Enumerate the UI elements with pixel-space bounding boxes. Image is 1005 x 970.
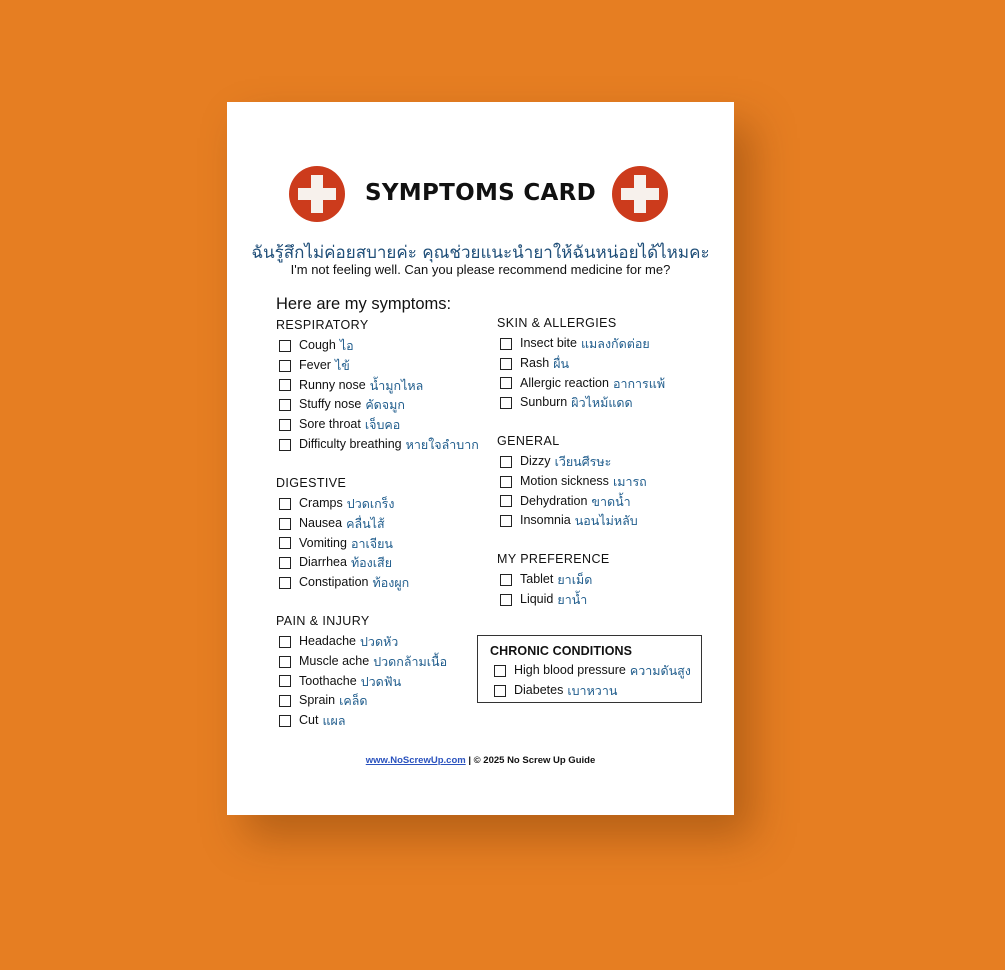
symptom-thai-label: เบาหวาน bbox=[567, 682, 618, 698]
footer bbox=[227, 755, 734, 766]
thai-request: ฉันรู้สึกไม่ค่อยสบายค่ะ คุณช่วยแนะนำยาให้ฉันหน่อยได้ไหมคะ bbox=[251, 243, 710, 263]
checkbox-icon[interactable] bbox=[494, 665, 506, 677]
symptom-item[interactable] bbox=[276, 395, 479, 415]
symptom-thai-label: ท้องเสีย bbox=[350, 555, 393, 571]
symptom-thai-label: ยาน้ำ bbox=[557, 591, 588, 607]
symptom-thai-label: ผื่น bbox=[553, 355, 570, 371]
chronic-conditions-box bbox=[477, 635, 702, 703]
symptom-thai-label: ขาดน้ำ bbox=[591, 493, 631, 509]
checkbox-icon[interactable] bbox=[500, 338, 512, 350]
checkbox-icon[interactable] bbox=[279, 498, 291, 510]
symptom-item[interactable] bbox=[276, 494, 409, 514]
symptom-thai-label: อาการแพ้ bbox=[612, 375, 666, 391]
symptom-english-label: Muscle ache bbox=[299, 653, 370, 668]
section-skin-allergies bbox=[497, 315, 665, 413]
symptom-thai-label: เมารถ bbox=[612, 473, 647, 489]
symptom-thai-label: ท้องผูก bbox=[372, 575, 410, 591]
symptom-english-label: Sprain bbox=[299, 693, 336, 708]
symptom-english-label: Diarrhea bbox=[299, 555, 347, 570]
symptom-item[interactable] bbox=[276, 573, 409, 593]
checkbox-icon[interactable] bbox=[494, 685, 506, 697]
symptom-thai-label: แมลงกัดต่อย bbox=[580, 336, 650, 351]
checkbox-icon[interactable] bbox=[279, 675, 291, 687]
symptom-english-label: Insect bite bbox=[520, 336, 577, 350]
copyright: © 2025 No Screw Up Guide bbox=[473, 755, 596, 766]
symptom-english-label: Motion sickness bbox=[520, 473, 609, 488]
symptom-thai-label: ยาเม็ด bbox=[557, 572, 593, 587]
symptom-thai-label: ปวดฟัน bbox=[360, 673, 402, 689]
symptom-item[interactable] bbox=[276, 672, 447, 692]
checkbox-icon[interactable] bbox=[279, 695, 291, 707]
symptom-thai-label: เวียนศีรษะ bbox=[554, 454, 612, 469]
symptom-english-label: Cough bbox=[299, 338, 336, 352]
symptom-item[interactable] bbox=[497, 354, 665, 374]
section-title: RESPIRATORY bbox=[276, 318, 369, 332]
symptoms-card bbox=[227, 102, 734, 815]
symptom-item[interactable] bbox=[276, 356, 479, 376]
symptom-item[interactable] bbox=[276, 514, 409, 534]
symptom-item[interactable] bbox=[276, 553, 409, 573]
symptom-english-label: Insomnia bbox=[520, 513, 571, 528]
symptom-item[interactable] bbox=[497, 570, 610, 590]
symptom-thai-label: คัดจมูก bbox=[365, 397, 405, 413]
checkbox-icon[interactable] bbox=[279, 715, 291, 727]
symptom-item[interactable] bbox=[276, 691, 447, 711]
section-respiratory bbox=[276, 317, 479, 455]
checkbox-icon[interactable] bbox=[500, 358, 512, 370]
section-title: PAIN & INJURY bbox=[276, 614, 370, 628]
symptom-english-label: High blood pressure bbox=[514, 663, 626, 677]
symptom-item[interactable] bbox=[497, 393, 665, 413]
symptom-item[interactable] bbox=[276, 435, 479, 455]
checkbox-icon[interactable] bbox=[500, 377, 512, 389]
checkbox-icon[interactable] bbox=[279, 439, 291, 451]
symptom-item[interactable] bbox=[497, 452, 647, 472]
symptom-thai-label: ปวดกล้ามเนื้อ bbox=[373, 653, 448, 669]
symptom-item[interactable] bbox=[497, 511, 647, 531]
checkbox-icon[interactable] bbox=[279, 577, 291, 589]
checkbox-icon[interactable] bbox=[279, 518, 291, 530]
symptom-item[interactable] bbox=[276, 336, 479, 356]
symptom-thai-label: นอนไม่หลับ bbox=[574, 513, 638, 529]
checkbox-icon[interactable] bbox=[279, 419, 291, 431]
card-title: SYMPTOMS CARD bbox=[364, 180, 597, 206]
checkbox-icon[interactable] bbox=[279, 360, 291, 372]
symptom-english-label: Allergic reaction bbox=[520, 375, 609, 390]
symptom-english-label: Rash bbox=[520, 355, 550, 370]
symptoms-lead: Here are my symptoms: bbox=[276, 295, 452, 313]
section-title: CHRONIC CONDITIONS bbox=[490, 644, 633, 658]
symptom-thai-label: ผิวไหม้แดด bbox=[571, 395, 633, 411]
checkbox-icon[interactable] bbox=[500, 495, 512, 507]
symptom-english-label: Tablet bbox=[520, 572, 554, 586]
symptom-english-label: Sunburn bbox=[520, 395, 568, 410]
section-chronic bbox=[490, 643, 701, 701]
symptom-thai-label: น้ำมูกไหล bbox=[369, 377, 424, 393]
symptom-item[interactable] bbox=[497, 334, 665, 354]
checkbox-icon[interactable] bbox=[500, 397, 512, 409]
symptom-item[interactable] bbox=[490, 661, 701, 681]
symptom-item[interactable] bbox=[497, 492, 647, 512]
checkbox-icon[interactable] bbox=[500, 574, 512, 586]
symptom-item[interactable] bbox=[497, 590, 610, 610]
symptom-english-label: Dizzy bbox=[520, 454, 551, 468]
symptom-english-label: Vomiting bbox=[299, 535, 347, 550]
symptom-item[interactable] bbox=[490, 681, 701, 701]
symptom-item[interactable] bbox=[276, 534, 409, 554]
symptom-item[interactable] bbox=[276, 711, 447, 731]
section-preference bbox=[497, 551, 610, 610]
symptom-english-label: Runny nose bbox=[299, 377, 366, 392]
symptom-thai-label: ปวดเกร็ง bbox=[346, 496, 395, 511]
symptom-english-label: Constipation bbox=[299, 575, 369, 590]
symptom-thai-label: ไข้ bbox=[334, 357, 350, 373]
symptom-item[interactable] bbox=[276, 415, 479, 435]
checkbox-icon[interactable] bbox=[279, 340, 291, 352]
checkbox-icon[interactable] bbox=[279, 537, 291, 549]
symptom-english-label: Dehydration bbox=[520, 493, 588, 508]
symptom-thai-label: ปวดหัว bbox=[360, 634, 399, 649]
checkbox-icon[interactable] bbox=[500, 515, 512, 527]
checkbox-icon[interactable] bbox=[500, 476, 512, 488]
symptom-thai-label: ความดันสูง bbox=[629, 663, 691, 678]
symptom-english-label: Cut bbox=[299, 713, 319, 728]
section-general bbox=[497, 433, 647, 531]
checkbox-icon[interactable] bbox=[500, 456, 512, 468]
symptom-item[interactable] bbox=[497, 374, 665, 394]
symptom-english-label: Toothache bbox=[299, 673, 357, 688]
checkbox-icon[interactable] bbox=[279, 636, 291, 648]
symptom-thai-label: แผล bbox=[322, 713, 346, 729]
symptom-english-label: Nausea bbox=[299, 515, 343, 530]
website-link[interactable]: www.NoScrewUp.com bbox=[365, 755, 466, 766]
footer-separator: | bbox=[468, 755, 472, 766]
symptom-thai-label: เคล็ด bbox=[339, 693, 368, 709]
symptom-english-label: Diabetes bbox=[514, 682, 564, 697]
section-title: MY PREFERENCE bbox=[497, 552, 610, 566]
section-title: SKIN & ALLERGIES bbox=[497, 316, 617, 330]
section-pain-injury bbox=[276, 613, 447, 731]
symptom-thai-label: อาเจียน bbox=[350, 535, 393, 551]
symptom-english-label: Headache bbox=[299, 634, 356, 648]
symptom-thai-label: ไอ bbox=[339, 338, 354, 353]
symptom-item[interactable] bbox=[276, 376, 479, 396]
symptom-item[interactable] bbox=[276, 632, 447, 652]
symptom-english-label: Cramps bbox=[299, 496, 343, 510]
symptom-item[interactable] bbox=[497, 472, 647, 492]
section-title: GENERAL bbox=[497, 434, 560, 448]
symptom-thai-label: เจ็บคอ bbox=[364, 417, 401, 433]
checkbox-icon[interactable] bbox=[279, 379, 291, 391]
symptom-item[interactable] bbox=[276, 652, 447, 672]
symptom-thai-label: หายใจลำบาก bbox=[405, 436, 479, 452]
checkbox-icon[interactable] bbox=[279, 656, 291, 668]
symptom-english-label: Sore throat bbox=[299, 417, 361, 432]
symptom-english-label: Stuffy nose bbox=[299, 397, 362, 412]
checkbox-icon[interactable] bbox=[279, 399, 291, 411]
symptom-english-label: Fever bbox=[299, 357, 331, 372]
symptom-thai-label: คลื่นไส้ bbox=[346, 515, 385, 531]
english-request: I'm not feeling well. Can you please recommend medicine for me? bbox=[290, 262, 671, 277]
checkbox-icon[interactable] bbox=[500, 594, 512, 606]
section-title: DIGESTIVE bbox=[276, 476, 347, 490]
symptom-english-label: Difficulty breathing bbox=[299, 436, 402, 451]
symptom-english-label: Liquid bbox=[520, 591, 554, 606]
section-digestive bbox=[276, 475, 409, 593]
checkbox-icon[interactable] bbox=[279, 557, 291, 569]
